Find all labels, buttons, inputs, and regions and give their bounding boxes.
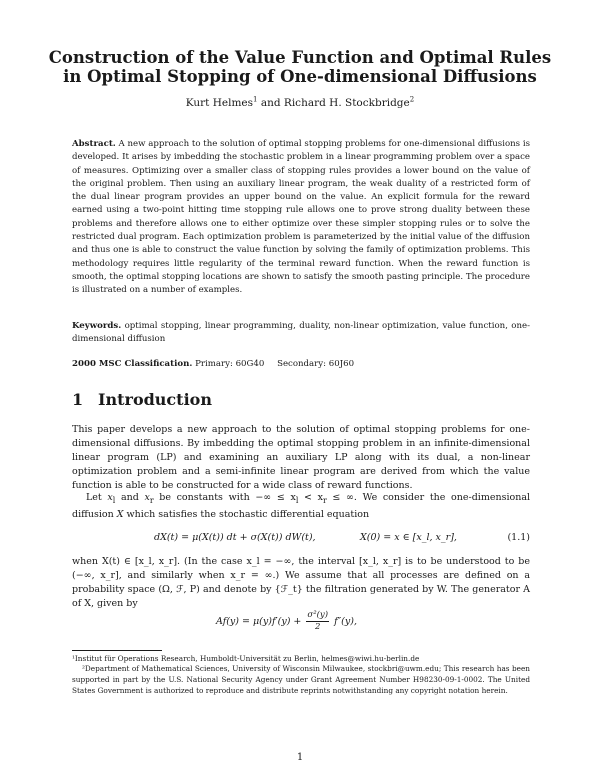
page-number: 1 xyxy=(296,752,304,763)
equation-number: (1.1) xyxy=(507,532,530,543)
text-run: be constants with −∞ ≤ x xyxy=(153,492,296,503)
math-var: x xyxy=(144,492,150,503)
intro-paragraph: This paper develops a new approach to the solution of optimal stopping problems for one-dimensional diffusions. By imbedding the optimal stopping problem in an infinite-dimensional linear program (LP) and examining an auxiliary LP along with its dual, a non-linear optimization problem and a semi-infinite linear program are derived from which the value function is able to be constructed for a wide class of reward functions. xyxy=(72,424,530,492)
text-run: and xyxy=(115,492,145,503)
author-conjunction: and xyxy=(257,97,284,109)
math-var: x xyxy=(107,492,113,503)
section-heading xyxy=(72,390,212,409)
equation-lhs: dX(t) = μ(X(t)) dt + σ(X(t)) dW(t), xyxy=(154,532,316,543)
generator-paragraph: when X(t) ∈ [x_l, x_r]. (In the case x_l = −∞, the interval [x_l, x_r] is to be understood to be (−∞, x_r], and similarly when x_r = ∞.) We assume that all processes are defined on a probability space (Ω, ℱ, P) and denote by {ℱ_t} the filtration generated by W. The generator A of X, given by xyxy=(72,556,530,610)
footnote-marker: 1 xyxy=(253,95,258,104)
text-run: which satisfies the stochastic differential equation xyxy=(123,508,370,520)
keywords xyxy=(72,320,530,347)
author-name: Kurt Helmes xyxy=(185,97,254,109)
equation-lhs: Af(y) = μ(y)f′(y) + xyxy=(216,616,302,627)
setup-paragraph xyxy=(72,491,530,522)
fraction-numerator: σ²(y) xyxy=(307,610,329,620)
text-run: Let xyxy=(86,492,108,503)
abstract xyxy=(72,138,530,298)
section-title: Introduction xyxy=(98,390,212,409)
abstract-label: Abstract. xyxy=(72,139,116,149)
text-run: ≤ ∞. We consider the one-dimensional diffusion xyxy=(72,492,531,520)
author-name: Richard H. Stockbridge xyxy=(283,97,410,109)
footnote-rule xyxy=(72,650,162,651)
text-run: < x xyxy=(298,492,323,503)
msc-classification xyxy=(72,358,530,371)
footnote-2: ²Department of Mathematical Sciences, University of Wisconsin Milwaukee, stockbri@uwm.edu; This research has been supported in part by the U.S. National Security Agency under Grant Agreement Number H98230-09-1-0002. The United States Government is authorized to reproduce and distribute reprints notwithstanding any copyright notation herein. xyxy=(72,664,530,695)
keywords-label: Keywords. xyxy=(72,321,122,331)
msc-label: 2000 MSC Classification. xyxy=(72,359,193,369)
math-sub: r xyxy=(149,495,154,505)
footnote-1: ¹Institut für Operations Research, Humboldt-Universität zu Berlin, helmes@wiwi.hu-berlin.de xyxy=(72,654,420,663)
math-sub: r xyxy=(322,495,327,505)
equation-rhs: X(0) = x ∈ [x_l, x_r], xyxy=(360,532,457,543)
fraction xyxy=(306,610,329,633)
footnote-marker: 2 xyxy=(409,95,415,104)
paper-title: Construction of the Value Function and Optimal Rules in Optimal Stopping of One-dimensional Diffusions xyxy=(48,48,552,86)
keywords-text: optimal stopping, linear programming, duality, non-linear optimization, value function, one-dimensional diffusion xyxy=(72,321,530,345)
equation-rhs: f″(y), xyxy=(334,616,357,627)
abstract-text: A new approach to the solution of optimal stopping problems for one-dimensional diffusions is developed. It arises by imbedding the stochastic problem in a linear programming problem over a space of measures. Optimizing over a smaller class of stopping rules provides a lower bound on the value of the original problem. Then using an auxiliary linear program, the weak duality of a restricted form of the dual linear program provides an upper bound on the value. An explicit formula for the reward earned using a two-point hitting time stopping rule allows one to prove strong duality between these problems and therefore allows one to either optimize over these simpler stopping rules or to solve the restricted dual program. Each optimization problem is parameterized by the initial value of the diffusion and thus one is able to construct the value function by solving the family of optimization problems. This methodology requires little regularity of the terminal reward function. When the reward function is smooth, the optimal stopping locations are shown to satisfy the smooth pasting principle. The procedure is illustrated on a number of examples. xyxy=(72,139,530,296)
math-sub: l xyxy=(295,495,299,505)
section-number: 1 xyxy=(72,390,84,409)
math-sub: l xyxy=(112,495,116,505)
msc-primary: Primary: 60G40 xyxy=(195,359,265,369)
generator-equation xyxy=(216,610,357,633)
author-line xyxy=(40,97,560,109)
math-var: X xyxy=(116,508,124,520)
fraction-denominator: 2 xyxy=(315,622,321,632)
msc-secondary: Secondary: 60J60 xyxy=(277,359,355,369)
